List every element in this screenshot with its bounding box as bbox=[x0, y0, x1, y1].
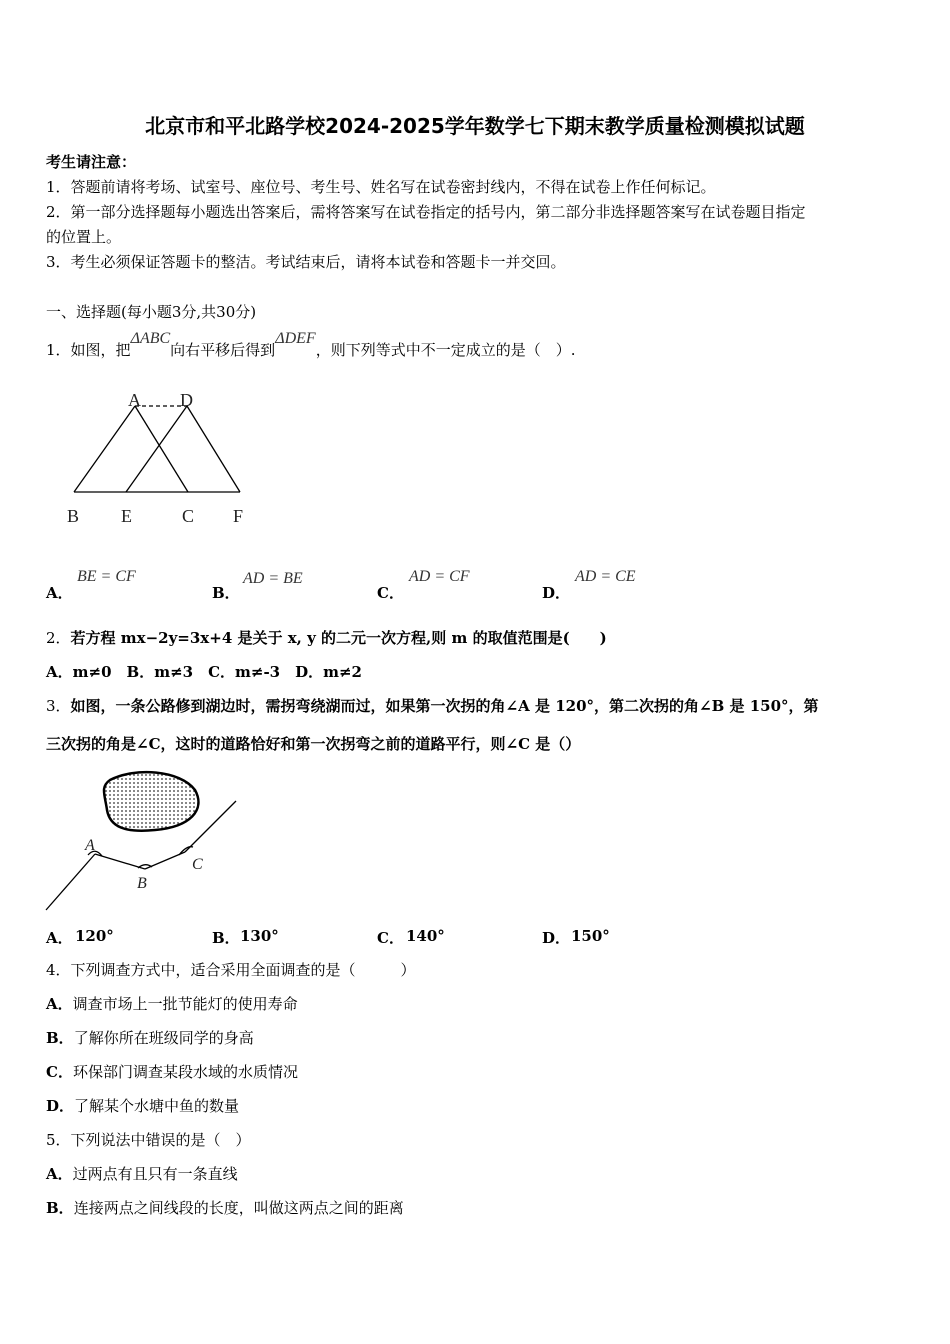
point-label: E bbox=[121, 506, 132, 526]
option-value: AD = BE bbox=[243, 570, 303, 587]
option-label: A． bbox=[46, 1165, 73, 1183]
question-number: 4． bbox=[46, 961, 71, 979]
lake-shape bbox=[104, 772, 198, 831]
question-2 bbox=[46, 628, 607, 648]
point-label: B bbox=[67, 506, 80, 526]
point-label: F bbox=[233, 506, 244, 526]
question-options: A．m≠0 B．m≠3 C．m≠-3 D．m≠2 bbox=[46, 663, 362, 681]
option-value: 调查市场上一批节能灯的使用寿命 bbox=[72, 995, 298, 1013]
option-value: 环保部门调查某段水域的水质情况 bbox=[72, 1063, 298, 1081]
option-value: 130° bbox=[240, 927, 279, 945]
option-value: 120° bbox=[75, 927, 114, 945]
option-label: C． bbox=[377, 584, 404, 602]
option-value: BE = CF bbox=[77, 568, 136, 585]
section-heading: 一、选择题(每小题3分,共30分) bbox=[46, 303, 257, 321]
option-item bbox=[46, 1062, 298, 1082]
option-label: D． bbox=[542, 584, 571, 602]
question-text: 下列说法中错误的是（ ） bbox=[70, 1131, 251, 1149]
option-label: B． bbox=[46, 1029, 74, 1047]
triangle-translation-figure bbox=[60, 388, 260, 528]
notice-item: 3．考生必须保证答题卡的整洁。考试结束后，请将本试卷和答题卡一并交回。 bbox=[46, 253, 566, 271]
question-text: ，则下列等式中不一定成立的是（ ）. bbox=[315, 341, 576, 359]
question-number: 2． bbox=[46, 629, 71, 647]
question-text: 三次拐的角是∠C，这时的道路恰好和第一次拐弯之前的道路平行，则∠C 是（） bbox=[46, 735, 581, 753]
option-label: C． bbox=[377, 929, 404, 947]
option-label: D． bbox=[46, 1097, 75, 1115]
option-item bbox=[46, 994, 298, 1014]
notice-item: 1．答题前请将考场、试室号、座位号、考生号、姓名写在试卷密封线内，不得在试卷上作任何标记。 bbox=[46, 178, 716, 196]
question-number: 1． bbox=[46, 341, 71, 359]
option-value: 150° bbox=[571, 927, 610, 945]
point-label: D bbox=[180, 390, 193, 410]
option-value: 连接两点之间线段的长度，叫做这两点之间的距离 bbox=[73, 1199, 404, 1217]
question-4 bbox=[46, 960, 416, 980]
option-item bbox=[46, 1096, 239, 1116]
option-label: A． bbox=[46, 929, 73, 947]
option-value: AD = CE bbox=[575, 568, 636, 585]
point-label: A bbox=[128, 390, 141, 410]
option-value: 过两点有且只有一条直线 bbox=[72, 1165, 238, 1183]
question-3 bbox=[46, 696, 819, 716]
point-label: A bbox=[85, 837, 95, 854]
question-number: 5． bbox=[46, 1131, 71, 1149]
option-label: B． bbox=[212, 584, 240, 602]
question-text: 如图，一条公路修到湖边时，需拐弯绕湖而过，如果第一次拐的角∠A 是 120°，第二次拐的角∠B 是 150°，第 bbox=[70, 697, 819, 715]
question-text: 向右平移后得到 bbox=[170, 341, 276, 359]
option-label: A． bbox=[46, 995, 73, 1013]
option-label: D． bbox=[542, 929, 571, 947]
notice-item: 的位置上。 bbox=[46, 228, 122, 246]
lake-road-figure bbox=[40, 765, 250, 915]
option-value: 140° bbox=[406, 927, 445, 945]
option-label: A． bbox=[46, 584, 73, 602]
option-value: 了解你所在班级同学的身高 bbox=[73, 1029, 254, 1047]
question-text: 下列调查方式中，适合采用全面调查的是（ ） bbox=[70, 961, 416, 979]
math-expression: ΔABC bbox=[130, 330, 171, 347]
question-number: 3． bbox=[46, 697, 71, 715]
page-title: 北京市和平北路学校2024-2025学年数学七下期末教学质量检测模拟试题 bbox=[145, 114, 805, 138]
option-value: 了解某个水塘中鱼的数量 bbox=[74, 1097, 240, 1115]
option-label: B． bbox=[46, 1199, 74, 1217]
option-label: B． bbox=[212, 929, 240, 947]
notice-heading: 考生请注意： bbox=[46, 153, 137, 171]
option-value: AD = CF bbox=[409, 568, 470, 585]
question-5 bbox=[46, 1130, 251, 1150]
point-label: B bbox=[137, 875, 147, 892]
option-item bbox=[46, 1028, 254, 1048]
option-label: C． bbox=[46, 1063, 73, 1081]
question-text: 若方程 mx−2y=3x+4 是关于 x, y 的二元一次方程,则 m 的取值范围是( ) bbox=[70, 629, 607, 647]
point-label: C bbox=[192, 856, 203, 873]
option-item bbox=[46, 1198, 404, 1218]
question-1 bbox=[46, 330, 576, 361]
question-text: 如图，把 bbox=[70, 341, 131, 359]
point-label: C bbox=[182, 506, 195, 526]
math-expression: ΔDEF bbox=[275, 330, 316, 347]
option-item bbox=[46, 1164, 238, 1184]
notice-item: 2．第一部分选择题每小题选出答案后，需将答案写在试卷指定的括号内，第二部分非选择题答案写在试卷题目指定 bbox=[46, 203, 806, 221]
